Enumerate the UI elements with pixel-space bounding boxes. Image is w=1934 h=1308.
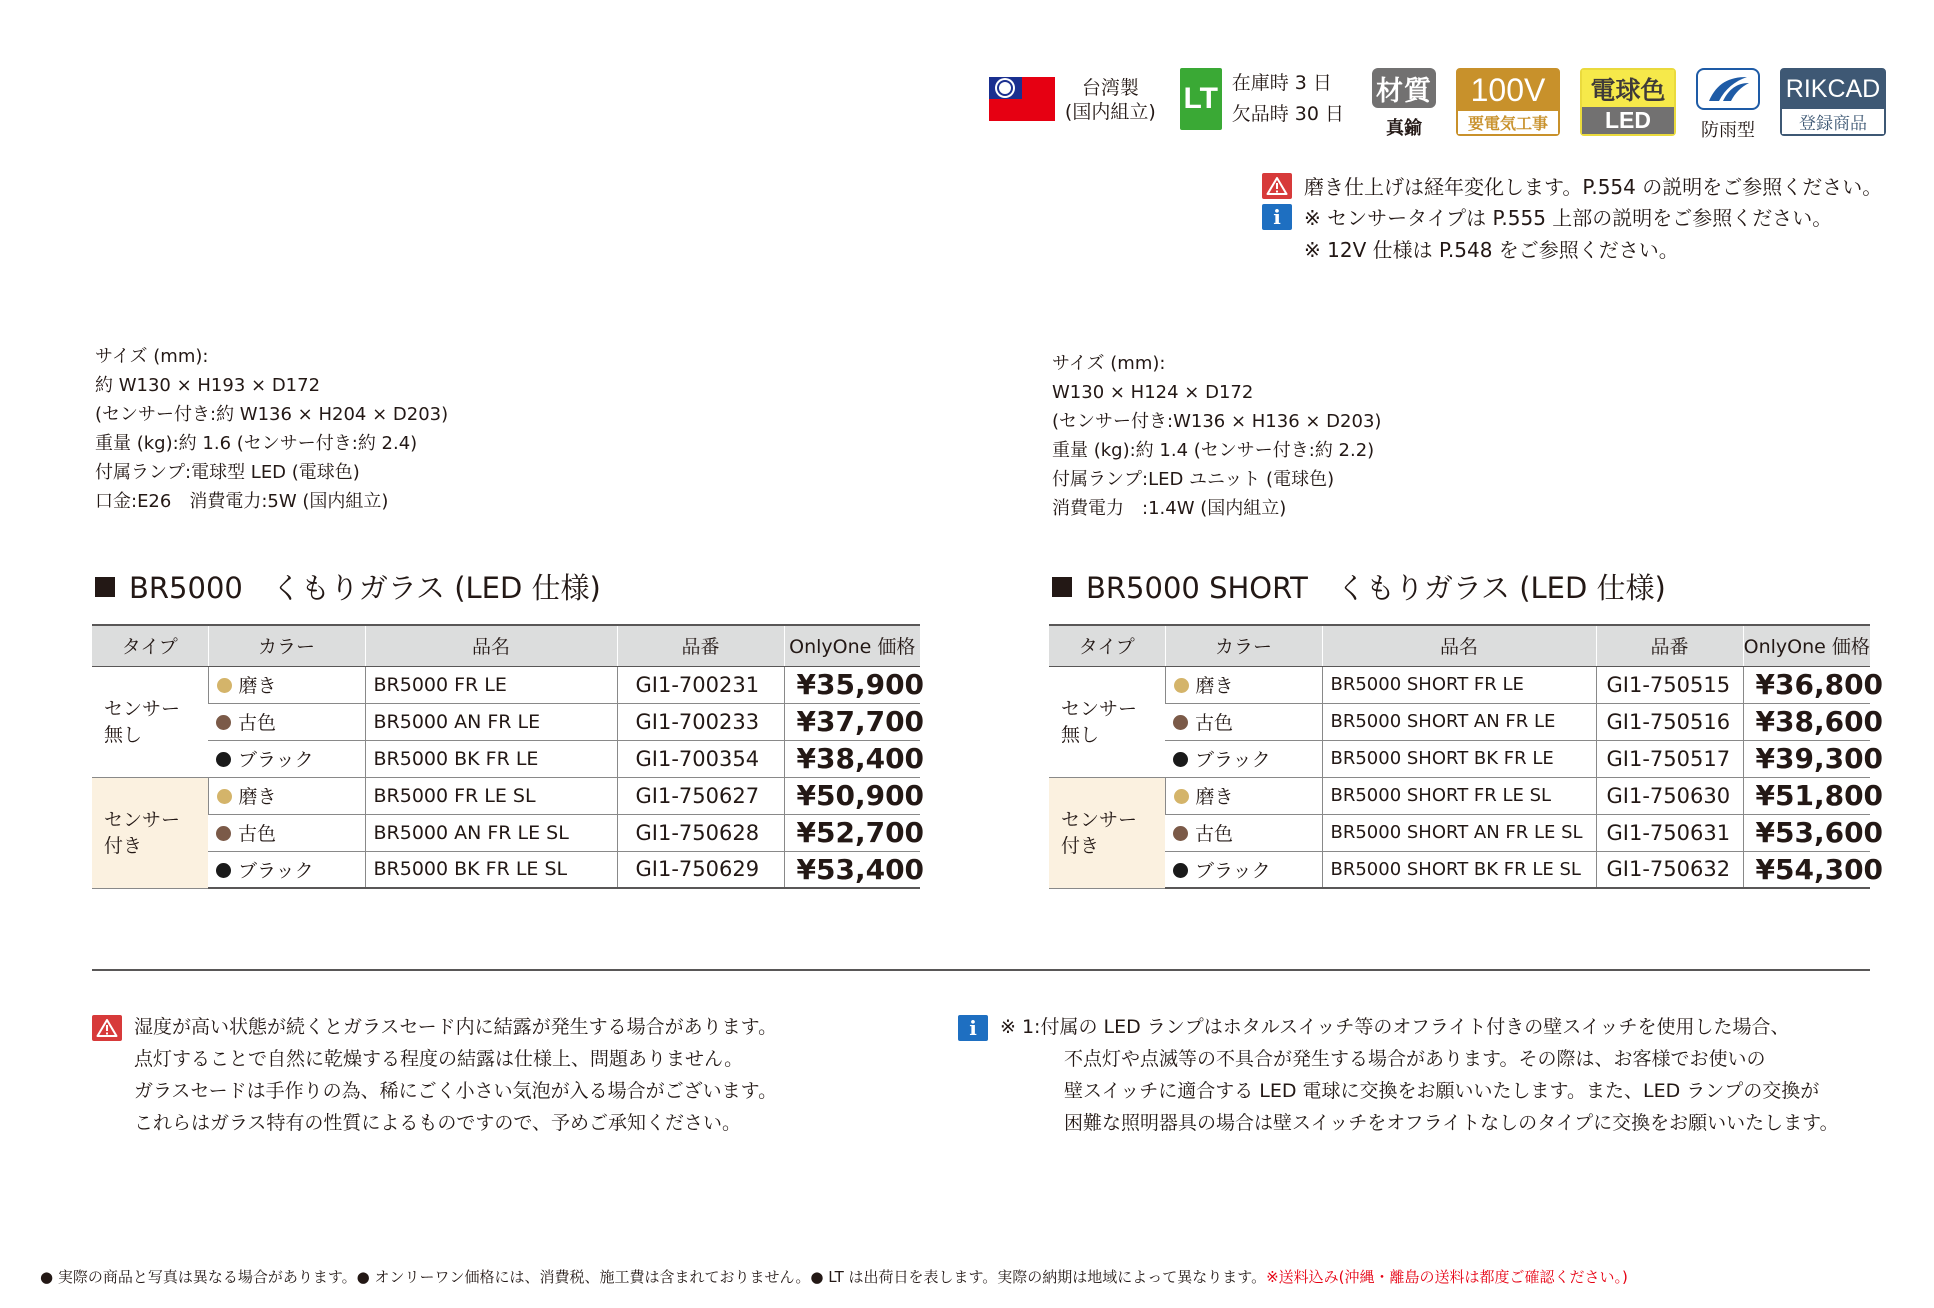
led-color-badge [1580,68,1676,136]
warning-line: ガラスセードは手作りの為、稀にごく小さい気泡が入る場合がございます。 [134,1080,778,1102]
spec-line: 重量 (kg):約 1.4 (センサー付き:約 2.2) [1052,440,1375,461]
notice-polish [1262,171,1882,200]
product-price: ¥37,700 [784,703,920,740]
product-name: BR5000 AN FR LE SL [365,814,617,851]
color-cell: 古色 [1165,703,1322,740]
notice-12v [1262,234,1679,263]
spec-line: (センサー付き:W136 × H136 × D203) [1052,411,1382,432]
left-section-title [95,566,601,607]
rikcad-badge-title: RIKCAD [1782,70,1884,109]
condensation-warning [134,1011,777,1139]
spec-line: 付属ランプ:電球型 LED (電球色) [95,462,360,483]
footer-main-text: ● 実際の商品と写真は異なる場合があります。● オンリーワン価格には、消費税、施工費は含まれておりません。● LT は出荷日を表します。実際の納期は地域によって異なります。 [40,1268,1267,1286]
col-header-code: 品番 [1596,625,1743,666]
type-cell-sensor: センサー 付き [92,777,208,888]
stock-in-stock: 在庫時 3 日 [1231,72,1332,94]
product-code: GI1-750632 [1596,851,1743,888]
table-row [92,814,920,851]
warning-icon [1262,173,1292,199]
notice-polish-text: 磨き仕上げは経年変化します。P.554 の説明をご参照ください。 [1304,175,1883,199]
color-cell: 古色 [1165,814,1322,851]
lt-badge: LT [1180,68,1222,130]
color-cell: 磨き [208,777,365,814]
type-cell-no-sensor: センサー 無し [1049,666,1165,777]
product-price: ¥52,700 [784,814,920,851]
table-row [1049,666,1870,703]
antique-swatch-icon [216,715,231,730]
led-color-badge-type: LED [1582,107,1674,134]
product-price: ¥38,400 [784,740,920,777]
product-code: GI1-750631 [1596,814,1743,851]
spec-line: 消費電力 :1.4W (国内組立) [1052,498,1287,519]
product-price: ¥39,300 [1743,740,1870,777]
product-name: BR5000 AN FR LE [365,703,617,740]
table-row [92,777,920,814]
product-price: ¥54,300 [1743,851,1870,888]
voltage-badge [1456,68,1560,136]
product-name: BR5000 BK FR LE [365,740,617,777]
product-code: GI1-750629 [617,851,784,888]
table-row [1049,703,1870,740]
spec-line: (センサー付き:約 W136 × H204 × D203) [95,404,449,425]
product-name: BR5000 SHORT AN FR LE SL [1322,814,1596,851]
antique-swatch-icon [1173,826,1188,841]
info-line: 不点灯や点滅等の不具合が発生する場合があります。その際は、お客様でお使いの [1064,1048,1766,1070]
origin-line1: 台湾製 [1081,77,1139,99]
product-badges [989,68,1886,141]
polished-swatch-icon [217,789,232,804]
origin-label [1065,76,1156,124]
material-badge [1372,68,1436,140]
warning-icon [92,1015,122,1041]
product-price: ¥51,800 [1743,777,1870,814]
product-name: BR5000 SHORT AN FR LE [1322,703,1596,740]
table-row [92,703,920,740]
table-row [92,851,920,888]
info-line: 壁スイッチに適合する LED 電球に交換をお願いいたします。また、LED ランプの交換が [1064,1080,1820,1102]
product-name: BR5000 SHORT BK FR LE SL [1322,851,1596,888]
spec-line: サイズ (mm): [95,346,209,367]
polished-swatch-icon [217,678,232,693]
col-header-code: 品番 [617,625,784,666]
square-bullet-icon [1052,577,1072,597]
notice-sensor-text: ※ センサータイプは P.555 上部の説明をご参照ください。 [1304,206,1833,230]
notice-12v-text: ※ 12V 仕様は P.548 をご参照ください。 [1304,238,1679,262]
product-name: BR5000 BK FR LE SL [365,851,617,888]
right-section-title-text: BR5000 SHORT くもりガラス (LED 仕様) [1086,571,1666,605]
product-price: ¥36,800 [1743,666,1870,703]
product-code: GI1-750517 [1596,740,1743,777]
info-line: 困難な照明器具の場合は壁スイッチをオフライトなしのタイプに交換をお願いいたします。 [1064,1112,1839,1134]
col-header-price: OnlyOne 価格 [1743,625,1870,666]
table-header-row [1049,625,1870,666]
color-cell: 古色 [208,703,365,740]
material-badge-value: 真鍮 [1386,118,1422,139]
black-swatch-icon [1173,752,1188,767]
polished-swatch-icon [1174,678,1189,693]
table-header-row [92,625,920,666]
led-switch-note [1000,1011,1839,1139]
antique-swatch-icon [1173,715,1188,730]
type-cell-sensor: センサー 付き [1049,777,1165,888]
rainproof-icon [1696,68,1760,110]
color-cell: ブラック [1165,851,1322,888]
right-product-table [1049,624,1884,889]
product-name: BR5000 FR LE SL [365,777,617,814]
spec-line: 口金:E26 消費電力:5W (国内組立) [95,491,389,512]
spec-line: 約 W130 × H193 × D172 [95,375,321,396]
stock-out-of-stock: 欠品時 30 日 [1231,103,1344,125]
color-cell: 磨き [1165,666,1322,703]
black-swatch-icon [216,752,231,767]
info-icon: i [958,1015,988,1041]
col-header-name: 品名 [1322,625,1596,666]
right-specs [1052,349,1381,523]
left-specs [95,342,448,516]
product-code: GI1-700231 [617,666,784,703]
product-name: BR5000 SHORT FR LE SL [1322,777,1596,814]
product-price: ¥35,900 [784,666,920,703]
product-price: ¥53,400 [784,851,920,888]
black-swatch-icon [1173,863,1188,878]
product-name: BR5000 FR LE [365,666,617,703]
col-header-type: タイプ [1049,625,1165,666]
type-cell-no-sensor: センサー 無し [92,666,208,777]
antique-swatch-icon [216,826,231,841]
table-row [92,740,920,777]
rikcad-badge [1780,68,1886,136]
col-header-color: カラー [208,625,365,666]
color-cell: ブラック [1165,740,1322,777]
table-row [1049,777,1870,814]
info-icon: i [1262,204,1292,230]
product-code: GI1-750516 [1596,703,1743,740]
product-code: GI1-700354 [617,740,784,777]
footer-shipping-note: ※送料込み(沖縄・離島の送料は都度ご確認ください。) [1266,1268,1628,1286]
color-cell: ブラック [208,740,365,777]
taiwan-flag-icon [989,77,1055,121]
rainproof-label: 防雨型 [1701,120,1755,141]
spec-line: 重量 (kg):約 1.6 (センサー付き:約 2.4) [95,433,418,454]
color-cell: 磨き [208,666,365,703]
col-header-name: 品名 [365,625,617,666]
table-row [1049,814,1870,851]
black-swatch-icon [216,863,231,878]
product-name: BR5000 SHORT FR LE [1322,666,1596,703]
product-name: BR5000 SHORT BK FR LE [1322,740,1596,777]
warning-line: 点灯することで自然に乾燥する程度の結露は仕様上、問題ありません。 [134,1048,744,1070]
warning-line: 湿度が高い状態が続くとガラスセード内に結露が発生する場合があります。 [134,1016,778,1038]
product-price: ¥53,600 [1743,814,1870,851]
rikcad-badge-note: 登録商品 [1782,109,1884,134]
product-price: ¥38,600 [1743,703,1870,740]
footer-disclaimer [40,1266,1628,1287]
spec-line: W130 × H124 × D172 [1052,382,1254,403]
col-header-type: タイプ [92,625,208,666]
color-cell: 磨き [1165,777,1322,814]
left-section-title-text: BR5000 くもりガラス (LED 仕様) [129,571,601,605]
table-row [92,666,920,703]
rainproof-badge [1696,68,1760,142]
color-cell: ブラック [208,851,365,888]
material-badge-title: 材質 [1372,68,1436,108]
product-code: GI1-750515 [1596,666,1743,703]
warning-line: これらはガラス特有の性質によるものですので、予めご承知ください。 [134,1112,742,1134]
col-header-price: OnlyOne 価格 [784,625,920,666]
spec-line: サイズ (mm): [1052,353,1166,374]
led-color-badge-title: 電球色 [1582,70,1674,107]
voltage-badge-title: 100V [1458,70,1558,111]
col-header-color: カラー [1165,625,1322,666]
product-code: GI1-750627 [617,777,784,814]
product-code: GI1-750630 [1596,777,1743,814]
voltage-badge-note: 要電気工事 [1458,111,1558,134]
left-product-table [92,624,925,889]
square-bullet-icon [95,577,115,597]
polished-swatch-icon [1174,789,1189,804]
section-divider [92,969,1870,971]
product-price: ¥50,900 [784,777,920,814]
spec-line: 付属ランプ:LED ユニット (電球色) [1052,469,1335,490]
origin-line2: (国内組立) [1064,101,1156,123]
table-row [1049,740,1870,777]
color-cell: 古色 [208,814,365,851]
table-row [1049,851,1870,888]
stock-lead-time [1232,68,1344,130]
right-section-title [1052,566,1666,607]
info-line: ※ 1:付属の LED ランプはホタルスイッチ等のオフライト付きの壁スイッチを使用した場合、 [1000,1016,1790,1038]
product-code: GI1-750628 [617,814,784,851]
notice-sensor [1262,202,1832,231]
product-code: GI1-700233 [617,703,784,740]
